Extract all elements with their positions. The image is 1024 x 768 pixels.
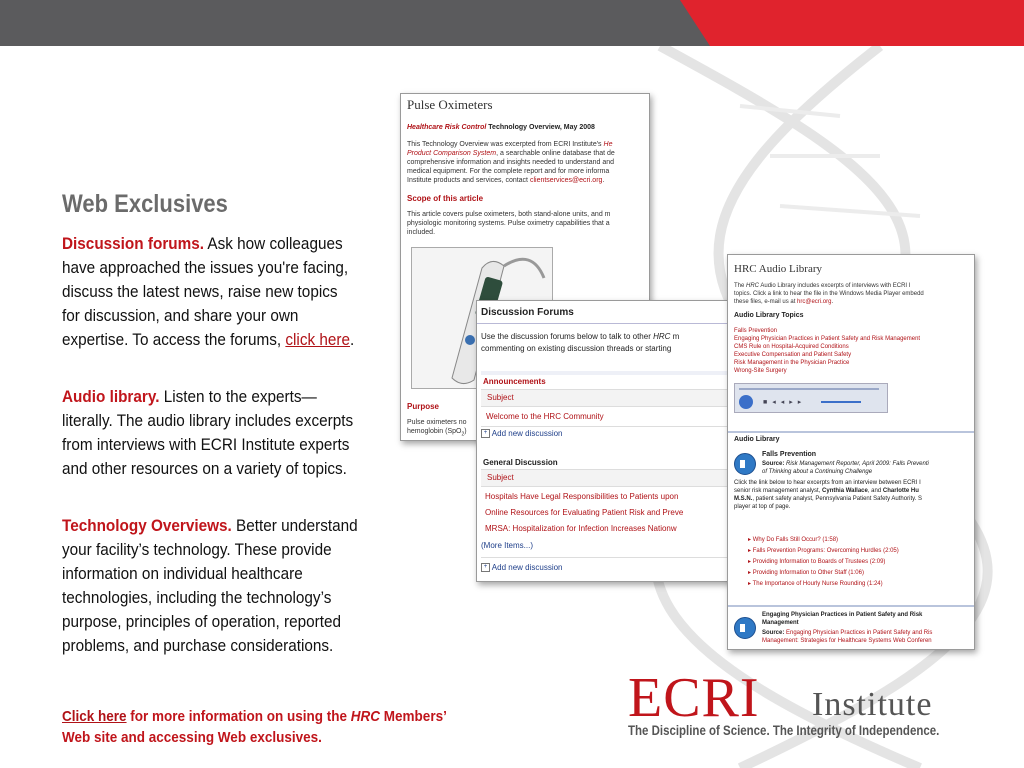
pulse-subtitle-rest: Technology Overview, May 2008 xyxy=(486,124,595,131)
audio-clip-label: Providing Information to Other Staff (1:06) xyxy=(752,570,864,576)
pulse-scope-3: included. xyxy=(407,229,436,236)
audio-divider xyxy=(728,431,974,433)
technology-overviews-paragraph xyxy=(62,514,359,658)
audio-intro-1: The xyxy=(734,283,747,289)
footer-text-2: Members’ Web site and accessing Web exclusives. xyxy=(62,708,447,746)
speaker-icon[interactable] xyxy=(734,617,756,639)
footer-click-here-link[interactable]: Click here xyxy=(62,708,127,725)
audio-topic-link[interactable]: Risk Management in the Physician Practice xyxy=(734,360,850,366)
pulse-intro-link-1[interactable]: He xyxy=(603,141,613,148)
bullet-arrow-icon: ▸ xyxy=(748,570,753,576)
pulse-scope-2: physiologic monitoring systems. Pulse oximetry capabilities that a xyxy=(407,220,610,227)
audio-library-lead: Audio library. xyxy=(62,387,160,406)
announcements-subject-header xyxy=(481,389,731,407)
pulse-intro-2: , a searchable online database that de xyxy=(496,150,615,157)
forums-intro xyxy=(481,331,679,355)
audio-intro-hrc: HRC xyxy=(746,283,760,289)
pulse-purpose: Pulse oximeters no hemoglobin (SpO$_2$) xyxy=(407,419,467,438)
media-seek-bar[interactable] xyxy=(739,388,879,390)
announcements-subject-label: Subject xyxy=(487,393,514,402)
pulse-intro-5: Institute products and services, contact xyxy=(407,177,530,184)
audio-item2-title-1: Engaging Physician Practices in Patient Safety and Risk xyxy=(762,612,923,618)
audio-item1-source-label: Source: xyxy=(762,461,785,467)
forums-intro-1: Use the discussion forums below to talk to other xyxy=(481,332,654,341)
audio-clip-list xyxy=(748,535,899,590)
top-bar-red-accent xyxy=(680,0,1024,46)
bullet-arrow-icon: ▸ xyxy=(748,548,753,554)
audio-intro: The HRC Audio Library includes excerpts of interviews with ECRI I topics. Click a link to hear the file in the Windows Media Player embedd these files, e-mail us at hrc@ecri.org. xyxy=(734,283,924,305)
pulse-email-link[interactable]: clientservices@ecri.org xyxy=(529,177,603,184)
audio-desc-2a: senior risk management analyst, xyxy=(734,488,823,494)
general-add-new-discussion[interactable] xyxy=(481,563,563,572)
audio-topics-heading: Audio Library Topics xyxy=(734,312,804,319)
audio-topic-link[interactable]: Wrong-Site Surgery xyxy=(734,368,787,374)
pulse-scope-heading: Scope of this article xyxy=(407,194,484,203)
forums-row-divider xyxy=(481,426,731,427)
technology-overviews-body: Better understand your facility’s technology. These provide information on individual healthcare technologies, including the technology’s purpose, principles of operation, reported problems, and purchase considerations. xyxy=(62,516,358,655)
bullet-arrow-icon: ▸ xyxy=(748,581,753,587)
audio-library-body: Listen to the experts—literally. The audio library includes excerpts from interviews with ECRI Institute experts and other resources on a variety of topics. xyxy=(62,387,354,478)
audio-intro-1b: Audio Library includes excerpts of interviews with ECRI I xyxy=(759,283,911,289)
audio-library-heading: Audio Library xyxy=(734,436,780,443)
audio-clip-label: Falls Prevention Programs: Overcoming Hurdles (2:05) xyxy=(752,548,899,554)
audio-topic-link[interactable]: Falls Prevention xyxy=(734,328,778,334)
audio-intro-3: these files, e-mail us at xyxy=(734,299,798,305)
audio-desc-3b: , patient safety analyst, Pennsylvania Patient Safety Authority. S xyxy=(752,496,922,502)
audio-clip-link[interactable] xyxy=(748,579,899,590)
audio-item1-source-text: Risk Management Reporter, April 2009: Falls Preventi xyxy=(784,461,929,467)
pulse-scope xyxy=(407,210,611,237)
audio-desc-name1: Cynthia Wallace xyxy=(822,488,868,494)
bullet-arrow-icon: ▸ xyxy=(748,537,753,543)
forum-thread-row[interactable]: Online Resources for Evaluating Patient Risk and Preve xyxy=(485,508,684,517)
audio-clip-label: Why Do Falls Still Occur? (1:58) xyxy=(752,537,839,543)
audio-desc-1: Click the link below to hear excerpts from an interview between ECRI I xyxy=(734,480,921,486)
audio-desc-name2: Charlotte Hu xyxy=(882,488,919,494)
discussion-forums-screenshot xyxy=(476,300,732,582)
plus-box-icon: + xyxy=(481,563,490,572)
add-new-discussion-label-1: Add new discussion xyxy=(491,429,563,438)
audio-divider-2 xyxy=(728,605,974,607)
pulse-intro: This Technology Overview was excerpted from ECRI Institute's He Product Comparison System, a searchable online database that de comprehensive information and insights needed to understand and medical equipment. For the complete report and for more informa Institute products and services, contact clientservices@ecri.org. xyxy=(407,140,650,185)
add-new-discussion-label-2: Add new discussion xyxy=(491,563,563,572)
announcements-add-new-discussion[interactable] xyxy=(481,429,563,438)
audio-item2-source-label: Source: xyxy=(762,630,785,636)
audio-item1-title: Falls Prevention xyxy=(762,451,817,458)
forums-more-items-link[interactable]: (More Items...) xyxy=(481,541,534,550)
audio-intro-2: topics. Click a link to hear the file in the Windows Media Player embedd xyxy=(734,291,924,297)
audio-topic-link[interactable]: Engaging Physician Practices in Patient Safety and Risk Management xyxy=(734,336,921,342)
pulse-intro-3: comprehensive information and insights needed to understand and xyxy=(407,159,615,166)
audio-clip-label: Providing Information to Boards of Trustees (2:09) xyxy=(752,559,886,565)
audio-clip-link[interactable] xyxy=(748,557,899,568)
general-subject-header xyxy=(481,469,731,487)
discussion-forums-tail: . xyxy=(350,330,355,349)
audio-desc-2b: , and xyxy=(867,488,883,494)
audio-item2-source-1[interactable]: Engaging Physician Practices in Patient Safety and Ris xyxy=(784,630,933,636)
pulse-subtitle xyxy=(407,124,595,131)
footer-text-1: for more information on using the xyxy=(126,708,351,725)
audio-item2-source xyxy=(762,629,932,645)
pulse-purpose-1: Pulse oximeters no xyxy=(407,419,467,426)
forums-divider xyxy=(477,323,731,324)
logo-tagline: The Discipline of Science. The Integrity of Independence. xyxy=(628,722,940,738)
bullet-arrow-icon: ▸ xyxy=(748,559,753,565)
forums-announcements-heading: Announcements xyxy=(483,377,546,386)
discussion-forums-paragraph xyxy=(62,232,359,352)
audio-topic-link[interactable]: CMS Rule on Hospital-Acquired Conditions xyxy=(734,344,849,350)
general-subject-label: Subject xyxy=(487,473,514,482)
forums-intro-hrc: HRC xyxy=(653,332,671,341)
pulse-title: Pulse Oximeters xyxy=(407,97,493,112)
play-button-icon[interactable] xyxy=(739,395,753,409)
pulse-scope-1: This article covers pulse oximeters, both stand-alone units, and m xyxy=(407,211,611,218)
plus-box-icon: + xyxy=(481,429,490,438)
pulse-intro-link-2[interactable]: Product Comparison System xyxy=(407,150,497,157)
audio-item2-title-2: Management xyxy=(762,620,799,626)
forums-click-here-link[interactable]: click here xyxy=(285,330,350,349)
audio-clip-link[interactable] xyxy=(748,546,899,557)
forum-thread-row[interactable]: MRSA: Hospitalization for Infection Increases Nationw xyxy=(485,524,677,533)
volume-slider[interactable] xyxy=(821,401,861,403)
audio-clip-link[interactable] xyxy=(748,535,899,546)
audio-clip-link[interactable] xyxy=(748,568,899,579)
pulse-subtitle-italic: Healthcare Risk Control xyxy=(407,124,487,131)
audio-library-screenshot xyxy=(727,254,975,650)
audio-clip-label: The Importance of Hourly Nurse Rounding (1:24) xyxy=(752,581,883,587)
discussion-forums-lead: Discussion forums. xyxy=(62,234,204,253)
audio-library-paragraph xyxy=(62,385,359,481)
forums-intro-1b: m xyxy=(670,332,680,341)
audio-item2-source-2[interactable]: Management: Strategies for Healthcare Systems Web Conferen xyxy=(762,638,932,644)
ecri-institute-logo xyxy=(628,667,1008,752)
audio-desc-3a: M.S.N. xyxy=(734,496,753,502)
pulse-intro-4: medical equipment. For the complete report and for more informa xyxy=(407,168,610,175)
media-player[interactable] xyxy=(734,383,888,413)
forum-thread-welcome[interactable]: Welcome to the HRC Community xyxy=(486,412,604,421)
media-controls-icon[interactable]: ■◂◂▸▸ xyxy=(763,399,807,406)
page-title: Web Exclusives xyxy=(62,190,228,218)
forums-row-divider-2 xyxy=(481,557,731,558)
logo-institute: Institute xyxy=(812,686,933,723)
pulse-purpose-2: hemoglobin (SpO xyxy=(407,428,462,435)
audio-item1-source xyxy=(762,460,929,476)
audio-email-link[interactable]: hrc@ecri.org xyxy=(797,299,832,305)
footer-hrc: HRC xyxy=(350,708,381,725)
audio-topic-link[interactable]: Executive Compensation and Patient Safety xyxy=(734,352,852,358)
forums-general-heading: General Discussion xyxy=(483,458,558,467)
logo-ecri: ECRI xyxy=(628,667,760,729)
footer-note xyxy=(62,706,458,748)
pulse-intro-1: This Technology Overview was excerpted from ECRI Institute's xyxy=(407,141,604,148)
pulse-purpose-heading: Purpose xyxy=(407,402,440,411)
forums-intro-2: commenting on existing discussion threads or starting xyxy=(481,344,672,353)
audio-item1-source-text-2: of Thinking about a Continuing Challenge xyxy=(762,469,873,475)
audio-item1-description xyxy=(734,479,922,511)
audio-desc-4: player at top of page. xyxy=(734,504,791,510)
forums-announcements-bar xyxy=(481,371,732,375)
discussion-forums-body: Ask how colleagues have approached the issues you're facing, discuss the latest news, raise new topics for discussion, and share your own expertise. To access the forums, xyxy=(62,234,349,349)
forum-thread-row[interactable]: Hospitals Have Legal Responsibilities to Patients upon xyxy=(485,492,679,501)
speaker-icon[interactable] xyxy=(734,453,756,475)
audio-item2-title xyxy=(762,611,922,627)
forums-title: Discussion Forums xyxy=(481,307,574,318)
technology-overviews-lead: Technology Overviews. xyxy=(62,516,232,535)
audio-title: HRC Audio Library xyxy=(734,263,822,275)
audio-topics-list xyxy=(734,327,920,375)
